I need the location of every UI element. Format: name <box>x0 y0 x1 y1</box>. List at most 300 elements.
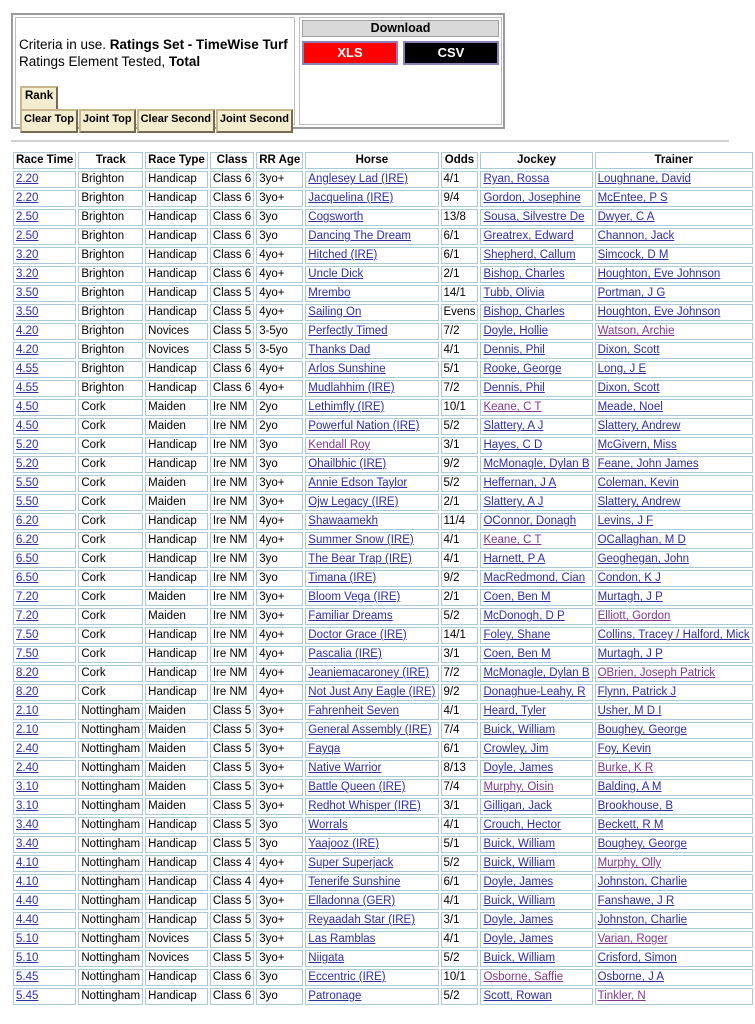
race-type-cell: Handicap <box>145 969 208 986</box>
jockey-link[interactable]: Donaghue-Leahy, R <box>483 686 586 698</box>
horse-link[interactable]: Shawaamekh <box>308 515 378 527</box>
trainer-link[interactable]: Dixon, Scott <box>597 344 660 356</box>
trainer-cell <box>595 589 753 606</box>
jockey-cell <box>480 893 592 910</box>
horse-link[interactable]: Lethimfly (IRE) <box>308 401 385 413</box>
odds-cell: 4/1 <box>441 931 479 948</box>
race-type-cell: Handicap <box>145 684 208 701</box>
race-time-link[interactable]: 7.50 <box>16 648 39 660</box>
horse-cell <box>305 570 438 587</box>
csv-download-button[interactable]: CSV <box>403 41 499 65</box>
jockey-link[interactable]: Keane, C T <box>483 401 542 413</box>
odds-cell: 10/1 <box>441 399 479 416</box>
class-cell: Class 6 <box>210 247 254 264</box>
horse-link[interactable]: Las Ramblas <box>308 933 376 945</box>
race-time-link[interactable]: 4.40 <box>16 895 39 907</box>
track-cell: Brighton <box>78 285 143 302</box>
trainer-link[interactable]: Dwyer, C A <box>597 211 655 223</box>
horse-link[interactable]: Patronage <box>308 990 362 1002</box>
trainer-link[interactable]: Beckett, R M <box>597 819 664 831</box>
odds-cell: 9/2 <box>441 684 479 701</box>
table-row <box>13 171 753 188</box>
joint-second-button[interactable]: Joint Second <box>216 109 293 133</box>
trainer-link[interactable]: Long, J E <box>597 363 647 375</box>
table-row <box>13 513 753 530</box>
header-race-time: Race Time <box>13 152 76 169</box>
rr-age-cell: 4yo+ <box>256 684 303 701</box>
trainer-link[interactable]: Foy, Kevin <box>597 743 652 755</box>
horse-link[interactable]: Native Warrior <box>308 762 382 774</box>
horse-link[interactable]: Pascalia (IRE) <box>308 648 382 660</box>
horse-link[interactable]: Thanks Dad <box>308 344 371 356</box>
trainer-link[interactable]: Boughey, George <box>597 724 687 736</box>
jockey-cell <box>480 760 592 777</box>
horse-link[interactable]: Jeaniemacaroney (IRE) <box>308 667 430 679</box>
horse-cell <box>305 798 438 815</box>
race-type-cell: Novices <box>145 323 208 340</box>
jockey-link[interactable]: Gordon, Josephine <box>483 192 581 204</box>
jockey-link[interactable]: Heard, Tyler <box>483 705 546 717</box>
race-time-link[interactable]: 3.10 <box>16 781 39 793</box>
race-time-cell <box>13 874 76 891</box>
jockey-link[interactable]: Rooke, George <box>483 363 562 375</box>
horse-link[interactable]: Tenerife Sunshine <box>308 876 401 888</box>
horse-link[interactable]: Dancing The Dream <box>308 230 411 242</box>
jockey-link[interactable]: Heffernan, J A <box>483 477 557 489</box>
race-time-link[interactable]: 3.40 <box>16 838 39 850</box>
horse-link[interactable]: Eccentric (IRE) <box>308 971 386 983</box>
trainer-link[interactable]: Coleman, Kevin <box>597 477 679 489</box>
horse-link[interactable]: Powerful Nation (IRE) <box>308 420 420 432</box>
odds-cell: 9/2 <box>441 570 479 587</box>
horse-link[interactable]: Fahrenheit Seven <box>308 705 400 717</box>
header-track: Track <box>78 152 143 169</box>
trainer-link[interactable]: Johnston, Charlie <box>597 914 688 926</box>
horse-link[interactable]: Cogsworth <box>308 211 364 223</box>
race-time-cell <box>13 988 76 1005</box>
jockey-link[interactable]: Buick, William <box>483 838 556 850</box>
trainer-cell <box>595 608 753 625</box>
jockey-link[interactable]: Sousa, Silvestre De <box>483 211 585 223</box>
race-time-cell <box>13 399 76 416</box>
horse-link[interactable]: Annie Edson Taylor <box>308 477 408 489</box>
results-table <box>11 150 755 1007</box>
table-row <box>13 798 753 815</box>
race-time-link[interactable]: 5.20 <box>16 439 39 451</box>
race-time-link[interactable]: 3.40 <box>16 819 39 831</box>
class-cell: Class 6 <box>210 209 254 226</box>
race-time-link[interactable]: 3.50 <box>16 287 39 299</box>
horse-cell <box>305 950 438 967</box>
trainer-link[interactable]: Elliott, Gordon <box>597 610 671 622</box>
criteria-text <box>19 36 297 70</box>
jockey-cell <box>480 969 592 986</box>
race-time-link[interactable]: 4.20 <box>16 344 39 356</box>
race-time-link[interactable]: 5.20 <box>16 458 39 470</box>
jockey-cell <box>480 817 592 834</box>
race-type-cell: Handicap <box>145 988 208 1005</box>
trainer-link[interactable]: Houghton, Eve Johnson <box>597 306 721 318</box>
class-cell: Ire NM <box>210 532 254 549</box>
race-time-link[interactable]: 3.50 <box>16 306 39 318</box>
horse-link[interactable]: General Assembly (IRE) <box>308 724 432 736</box>
horse-link[interactable]: Kendall Roy <box>308 439 371 451</box>
jockey-link[interactable]: Buick, William <box>483 857 556 869</box>
race-time-link[interactable]: 4.10 <box>16 857 39 869</box>
jockey-link[interactable]: OConnor, Donagh <box>483 515 577 527</box>
filter-button-row <box>20 109 293 133</box>
race-time-cell <box>13 931 76 948</box>
race-time-link[interactable]: 4.40 <box>16 914 39 926</box>
race-time-link[interactable]: 7.20 <box>16 610 39 622</box>
race-time-link[interactable]: 7.20 <box>16 591 39 603</box>
jockey-link[interactable]: Harnett, P A <box>483 553 546 565</box>
table-row <box>13 779 753 796</box>
criteria-line-2: Ratings Element Tested, Total <box>19 54 201 69</box>
class-cell: Class 5 <box>210 798 254 815</box>
jockey-link[interactable]: Osborne, Saffie <box>483 971 564 983</box>
jockey-link[interactable]: Scott, Rowan <box>483 990 552 1002</box>
track-cell: Cork <box>78 475 143 492</box>
trainer-link[interactable]: Burke, K R <box>597 762 654 774</box>
horse-cell <box>305 665 438 682</box>
trainer-link[interactable]: Geoghegan, John <box>597 553 690 565</box>
race-time-cell <box>13 912 76 929</box>
trainer-link[interactable]: Fanshawe, J R <box>597 895 675 907</box>
table-row <box>13 874 753 891</box>
jockey-link[interactable]: MacRedmond, Cian <box>483 572 586 584</box>
trainer-cell <box>595 836 753 853</box>
race-time-link[interactable]: 6.20 <box>16 534 39 546</box>
jockey-link[interactable]: Doyle, James <box>483 914 554 926</box>
jockey-link[interactable]: Slattery, A J <box>483 496 544 508</box>
trainer-cell <box>595 323 753 340</box>
odds-cell: 4/1 <box>441 551 479 568</box>
jockey-cell <box>480 779 592 796</box>
jockey-cell <box>480 703 592 720</box>
jockey-link[interactable]: Tubb, Olivia <box>483 287 545 299</box>
clear-second-button[interactable]: Clear Second <box>137 109 215 133</box>
race-time-cell <box>13 494 76 511</box>
track-cell: Nottingham <box>78 969 143 986</box>
header-race-type: Race Type <box>145 152 208 169</box>
odds-cell: 11/4 <box>441 513 479 530</box>
table-row <box>13 304 753 321</box>
race-time-link[interactable]: 2.50 <box>16 230 39 242</box>
horse-cell <box>305 893 438 910</box>
race-time-link[interactable]: 8.20 <box>16 667 39 679</box>
trainer-link[interactable]: Loughnane, David <box>597 173 691 185</box>
jockey-link[interactable]: Dennis, Phil <box>483 344 545 356</box>
race-time-link[interactable]: 2.40 <box>16 743 39 755</box>
race-type-cell: Handicap <box>145 551 208 568</box>
horse-link[interactable]: Uncle Dick <box>308 268 364 280</box>
horse-link[interactable]: Hitched (IRE) <box>308 249 378 261</box>
horse-link[interactable]: Niigata <box>308 952 345 964</box>
odds-cell: 7/4 <box>441 722 479 739</box>
trainer-cell <box>595 817 753 834</box>
table-row <box>13 399 753 416</box>
horse-link[interactable]: Fayqa <box>308 743 341 755</box>
jockey-cell <box>480 836 592 853</box>
track-cell: Cork <box>78 513 143 530</box>
horse-cell <box>305 836 438 853</box>
class-cell: Class 6 <box>210 969 254 986</box>
class-cell: Class 5 <box>210 760 254 777</box>
class-cell: Ire NM <box>210 570 254 587</box>
horse-link[interactable]: Bloom Vega (IRE) <box>308 591 401 603</box>
trainer-link[interactable]: Meade, Noel <box>597 401 663 413</box>
race-time-link[interactable]: 7.50 <box>16 629 39 641</box>
class-cell: Ire NM <box>210 513 254 530</box>
jockey-link[interactable]: Keane, C T <box>483 534 542 546</box>
race-time-link[interactable]: 4.10 <box>16 876 39 888</box>
race-time-link[interactable]: 3.20 <box>16 268 39 280</box>
trainer-cell <box>595 380 753 397</box>
race-time-cell <box>13 513 76 530</box>
odds-cell: 7/2 <box>441 665 479 682</box>
jockey-link[interactable]: Slattery, A J <box>483 420 544 432</box>
horse-cell <box>305 551 438 568</box>
race-time-link[interactable]: 2.20 <box>16 192 39 204</box>
race-time-link[interactable]: 8.20 <box>16 686 39 698</box>
race-type-cell: Handicap <box>145 532 208 549</box>
jockey-link[interactable]: Buick, William <box>483 952 556 964</box>
horse-cell <box>305 266 438 283</box>
race-time-link[interactable]: 4.55 <box>16 382 39 394</box>
race-time-link[interactable]: 2.10 <box>16 705 39 717</box>
jockey-cell <box>480 418 592 435</box>
trainer-link[interactable]: Simcock, D M <box>597 249 669 261</box>
horse-cell <box>305 646 438 663</box>
trainer-link[interactable]: Murtagh, J P <box>597 591 663 603</box>
trainer-link[interactable]: Portman, J G <box>597 287 666 299</box>
jockey-link[interactable]: Bishop, Charles <box>483 306 565 318</box>
jockey-link[interactable]: Shepherd, Callum <box>483 249 576 261</box>
jockey-link[interactable]: Gilligan, Jack <box>483 800 552 812</box>
horse-link[interactable]: Not Just Any Eagle (IRE) <box>308 686 436 698</box>
jockey-link[interactable]: Doyle, James <box>483 762 554 774</box>
race-time-link[interactable]: 5.50 <box>16 477 39 489</box>
odds-cell: Evens <box>441 304 479 321</box>
horse-link[interactable]: Anglesey Lad (IRE) <box>308 173 409 185</box>
trainer-link[interactable]: Dixon, Scott <box>597 382 660 394</box>
jockey-link[interactable]: Doyle, Hollie <box>483 325 549 337</box>
horse-link[interactable]: Timana (IRE) <box>308 572 377 584</box>
horse-link[interactable]: Redhot Whisper (IRE) <box>308 800 421 812</box>
jockey-cell <box>480 247 592 264</box>
joint-top-button[interactable]: Joint Top <box>79 109 136 133</box>
jockey-link[interactable]: Doyle, James <box>483 933 554 945</box>
horse-link[interactable]: Perfectly Timed <box>308 325 388 337</box>
trainer-link[interactable]: Murtagh, J P <box>597 648 663 660</box>
rr-age-cell: 3yo <box>256 817 303 834</box>
horse-link[interactable]: Reyaadah Star (IRE) <box>308 914 416 926</box>
race-time-cell <box>13 836 76 853</box>
race-time-link[interactable]: 4.50 <box>16 420 39 432</box>
horse-link[interactable]: The Bear Trap (IRE) <box>308 553 412 565</box>
track-cell: Cork <box>78 684 143 701</box>
race-time-link[interactable]: 2.40 <box>16 762 39 774</box>
race-time-cell <box>13 418 76 435</box>
race-type-cell: Handicap <box>145 304 208 321</box>
odds-cell: 6/1 <box>441 228 479 245</box>
rr-age-cell: 3yo+ <box>256 950 303 967</box>
xls-download-button[interactable]: XLS <box>302 41 398 65</box>
jockey-link[interactable]: Crouch, Hector <box>483 819 561 831</box>
horse-link[interactable]: Doctor Grace (IRE) <box>308 629 407 641</box>
trainer-link[interactable]: Boughey, George <box>597 838 687 850</box>
trainer-link[interactable]: Murphy, Olly <box>597 857 662 869</box>
jockey-link[interactable]: Doyle, James <box>483 876 554 888</box>
race-time-link[interactable]: 4.55 <box>16 363 39 375</box>
trainer-link[interactable]: Tinkler, N <box>597 990 646 1002</box>
jockey-link[interactable]: Buick, William <box>483 895 556 907</box>
horse-link[interactable]: Elladonna (GER) <box>308 895 396 907</box>
class-cell: Class 5 <box>210 741 254 758</box>
race-time-link[interactable]: 3.10 <box>16 800 39 812</box>
track-cell: Cork <box>78 665 143 682</box>
trainer-link[interactable]: Slattery, Andrew <box>597 496 681 508</box>
trainer-link[interactable]: Levins, J F <box>597 515 654 527</box>
odds-cell: 5/2 <box>441 855 479 872</box>
jockey-link[interactable]: McDonogh, D P <box>483 610 565 622</box>
trainer-link[interactable]: Watson, Archie <box>597 325 675 337</box>
horse-link[interactable]: Sailing On <box>308 306 362 318</box>
race-type-cell: Handicap <box>145 836 208 853</box>
race-time-link[interactable]: 3.20 <box>16 249 39 261</box>
race-time-cell <box>13 855 76 872</box>
table-body <box>13 171 753 1005</box>
jockey-link[interactable]: Greatrex, Edward <box>483 230 574 242</box>
jockey-link[interactable]: McMonagle, Dylan B <box>483 667 590 679</box>
class-cell: Ire NM <box>210 589 254 606</box>
race-time-link[interactable]: 2.20 <box>16 173 39 185</box>
table-row <box>13 437 753 454</box>
race-type-cell: Handicap <box>145 456 208 473</box>
race-type-cell: Maiden <box>145 608 208 625</box>
jockey-link[interactable]: Murphy, Oisin <box>483 781 554 793</box>
trainer-link[interactable]: McEntee, P S <box>597 192 668 204</box>
horse-link[interactable]: Familiar Dreams <box>308 610 393 622</box>
race-time-cell <box>13 551 76 568</box>
race-time-cell <box>13 456 76 473</box>
track-cell: Nottingham <box>78 988 143 1005</box>
horse-link[interactable]: Mrembo <box>308 287 351 299</box>
trainer-link[interactable]: Balding, A M <box>597 781 662 793</box>
horse-link[interactable]: Yaajooz (IRE) <box>308 838 380 850</box>
race-time-link[interactable]: 5.10 <box>16 933 39 945</box>
jockey-link[interactable]: Coen, Ben M <box>483 648 551 660</box>
table-row <box>13 418 753 435</box>
trainer-link[interactable]: Collins, Tracey / Halford, Mick <box>597 629 750 641</box>
trainer-link[interactable]: Feane, John James <box>597 458 699 470</box>
trainer-link[interactable]: Channon, Jack <box>597 230 675 242</box>
race-time-link[interactable]: 5.50 <box>16 496 39 508</box>
race-time-link[interactable]: 5.45 <box>16 971 39 983</box>
race-time-link[interactable]: 2.10 <box>16 724 39 736</box>
trainer-link[interactable]: Varian, Roger <box>597 933 668 945</box>
jockey-link[interactable]: Coen, Ben M <box>483 591 551 603</box>
jockey-link[interactable]: Dennis, Phil <box>483 382 545 394</box>
jockey-cell <box>480 475 592 492</box>
rr-age-cell: 3yo+ <box>256 608 303 625</box>
horse-link[interactable]: Battle Queen (IRE) <box>308 781 406 793</box>
race-time-cell <box>13 475 76 492</box>
trainer-link[interactable]: OBrien, Joseph Patrick <box>597 667 716 679</box>
jockey-cell <box>480 874 592 891</box>
jockey-link[interactable]: Foley, Shane <box>483 629 551 641</box>
rr-age-cell: 3yo+ <box>256 475 303 492</box>
horse-link[interactable]: Ojw Legacy (IRE) <box>308 496 399 508</box>
jockey-link[interactable]: Bishop, Charles <box>483 268 565 280</box>
trainer-link[interactable]: Crisford, Simon <box>597 952 677 964</box>
rank-button[interactable]: Rank <box>20 86 58 111</box>
race-time-link[interactable]: 4.20 <box>16 325 39 337</box>
odds-cell: 5/1 <box>441 836 479 853</box>
clear-top-button[interactable]: Clear Top <box>20 109 78 133</box>
horse-link[interactable]: Ohailbhic (IRE) <box>308 458 387 470</box>
jockey-link[interactable]: Ryan, Rossa <box>483 173 550 185</box>
horse-cell <box>305 627 438 644</box>
trainer-link[interactable]: Usher, M D I <box>597 705 662 717</box>
rr-age-cell: 4yo+ <box>256 380 303 397</box>
track-cell: Nottingham <box>78 855 143 872</box>
jockey-link[interactable]: Hayes, C D <box>483 439 543 451</box>
trainer-link[interactable]: Brookhouse, B <box>597 800 674 812</box>
jockey-link[interactable]: Buick, William <box>483 724 556 736</box>
class-cell: Class 6 <box>210 190 254 207</box>
race-time-link[interactable]: 6.50 <box>16 553 39 565</box>
trainer-link[interactable]: Houghton, Eve Johnson <box>597 268 721 280</box>
race-time-link[interactable]: 2.50 <box>16 211 39 223</box>
rr-age-cell: 3yo+ <box>256 893 303 910</box>
race-time-link[interactable]: 6.50 <box>16 572 39 584</box>
race-time-link[interactable]: 5.10 <box>16 952 39 964</box>
table-row <box>13 912 753 929</box>
race-type-cell: Handicap <box>145 665 208 682</box>
horse-link[interactable]: Arlos Sunshine <box>308 363 386 375</box>
trainer-link[interactable]: McGivern, Miss <box>597 439 677 451</box>
horse-link[interactable]: Jacquelina (IRE) <box>308 192 394 204</box>
trainer-link[interactable]: Slattery, Andrew <box>597 420 681 432</box>
race-time-link[interactable]: 4.50 <box>16 401 39 413</box>
trainer-link[interactable]: OCallaghan, M D <box>597 534 686 546</box>
race-type-cell: Handicap <box>145 817 208 834</box>
horse-link[interactable]: Mudlahhim (IRE) <box>308 382 395 394</box>
trainer-link[interactable]: Osborne, J A <box>597 971 665 983</box>
rr-age-cell: 3yo <box>256 836 303 853</box>
trainer-link[interactable]: Flynn, Patrick J <box>597 686 677 698</box>
race-type-cell: Handicap <box>145 646 208 663</box>
trainer-link[interactable]: Johnston, Charlie <box>597 876 688 888</box>
horse-link[interactable]: Super Superjack <box>308 857 394 869</box>
horse-link[interactable]: Worrals <box>308 819 348 831</box>
race-time-link[interactable]: 5.45 <box>16 990 39 1002</box>
race-type-cell: Maiden <box>145 722 208 739</box>
race-time-cell <box>13 570 76 587</box>
section-divider <box>11 140 729 142</box>
race-time-link[interactable]: 6.20 <box>16 515 39 527</box>
track-cell: Brighton <box>78 304 143 321</box>
jockey-link[interactable]: Crowley, Jim <box>483 743 549 755</box>
trainer-link[interactable]: Condon, K J <box>597 572 661 584</box>
horse-cell <box>305 247 438 264</box>
trainer-cell <box>595 399 753 416</box>
horse-link[interactable]: Summer Snow (IRE) <box>308 534 414 546</box>
jockey-link[interactable]: McMonagle, Dylan B <box>483 458 590 470</box>
jockey-cell <box>480 722 592 739</box>
